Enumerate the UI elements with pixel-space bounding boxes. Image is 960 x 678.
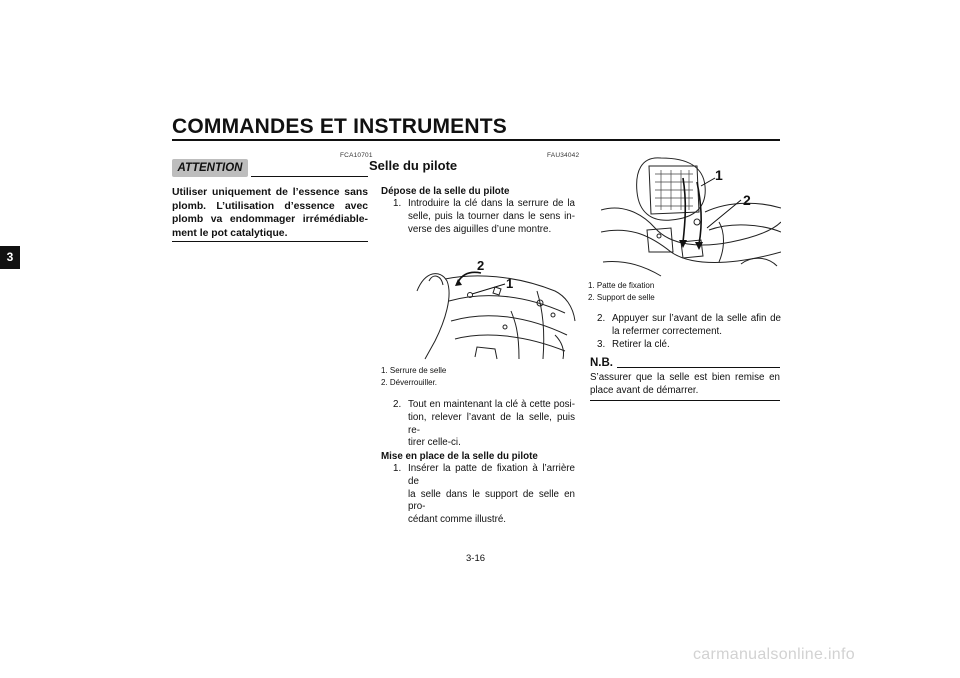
step-line: cédant comme illustré. <box>408 514 507 526</box>
step-line: Insérer la patte de fixation à l’arrière de <box>408 463 575 487</box>
warning-line: Utiliser uniquement de l’essence sans <box>172 187 368 198</box>
step-line: la selle dans le support de selle en pro- <box>408 488 575 513</box>
page-number: 3-16 <box>466 553 486 564</box>
header-rule <box>172 139 780 141</box>
step-line: verse des aiguilles d’une montre. <box>408 223 552 235</box>
step-line: Retirer la clé. <box>612 338 670 350</box>
nb-bottom-rule <box>590 400 780 401</box>
step-number: 2. <box>393 399 402 410</box>
figure2-callout-2: 2 <box>743 192 751 208</box>
attention-top-rule <box>251 176 368 177</box>
figure1-callout-1: 1 <box>506 276 514 291</box>
section-code: FAU34042 <box>547 152 580 159</box>
figure1-callout-2: 2 <box>477 258 485 273</box>
removal-step-2 <box>393 399 575 450</box>
step-line: la refermer correctement. <box>612 325 722 337</box>
caption-line: 1. Serrure de selle <box>381 366 447 375</box>
step-line: selle, puis la tourner dans le sens in- <box>408 210 575 222</box>
step-number: 3. <box>597 338 606 350</box>
chapter-tab: 3 <box>0 246 20 269</box>
removal-step-1 <box>393 198 575 236</box>
figure2-captions <box>588 280 655 304</box>
step-number: 1. <box>393 463 402 474</box>
seat-lock-illustration <box>415 251 577 361</box>
attention-code: FCA10701 <box>340 152 373 159</box>
attention-badge: ATTENTION <box>172 159 248 177</box>
warning-line: ment le pot catalytique. <box>172 227 288 239</box>
caption-line: 1. Patte de fixation <box>588 281 655 290</box>
install-heading: Mise en place de la selle du pilote <box>381 451 538 462</box>
nb-text <box>590 372 780 398</box>
figure2-callout-1: 1 <box>715 167 723 183</box>
attention-warning-text <box>172 186 368 240</box>
warning-line: plomb. L’utilisation d’essence avec <box>172 200 368 212</box>
nb-top-rule <box>617 367 780 368</box>
step-line: tion, relever l’avant de la selle, puis re- <box>408 411 575 436</box>
step-line: Appuyer sur l’avant de la selle afin de <box>612 313 781 324</box>
page-title: COMMANDES ET INSTRUMENTS <box>172 115 507 138</box>
attention-bottom-rule <box>172 241 368 242</box>
nb-line: S’assurer que la selle est bien remise en <box>590 372 780 383</box>
seat-bracket-illustration <box>601 152 781 278</box>
caption-line: 2. Support de selle <box>588 293 655 302</box>
install-step-2 <box>597 313 781 351</box>
removal-heading: Dépose de la selle du pilote <box>381 186 510 197</box>
step-number: 2. <box>597 313 606 324</box>
section-title: Selle du pilote <box>369 158 458 173</box>
nb-line: place avant de démarrer. <box>590 384 699 396</box>
step-line: Tout en maintenant la clé à cette posi- <box>408 399 575 410</box>
install-step-1 <box>393 463 575 527</box>
step-line: tirer celle-ci. <box>408 437 461 449</box>
warning-line: plomb va endommager irrémédiable- <box>172 214 368 226</box>
nb-label: N.B. <box>590 357 613 369</box>
step-number: 1. <box>393 198 402 209</box>
figure1-captions <box>381 365 446 389</box>
step-line: Introduire la clé dans la serrure de la <box>408 198 575 209</box>
caption-line: 2. Déverrouiller. <box>381 378 438 387</box>
watermark: carmanualsonline.info <box>693 646 855 663</box>
